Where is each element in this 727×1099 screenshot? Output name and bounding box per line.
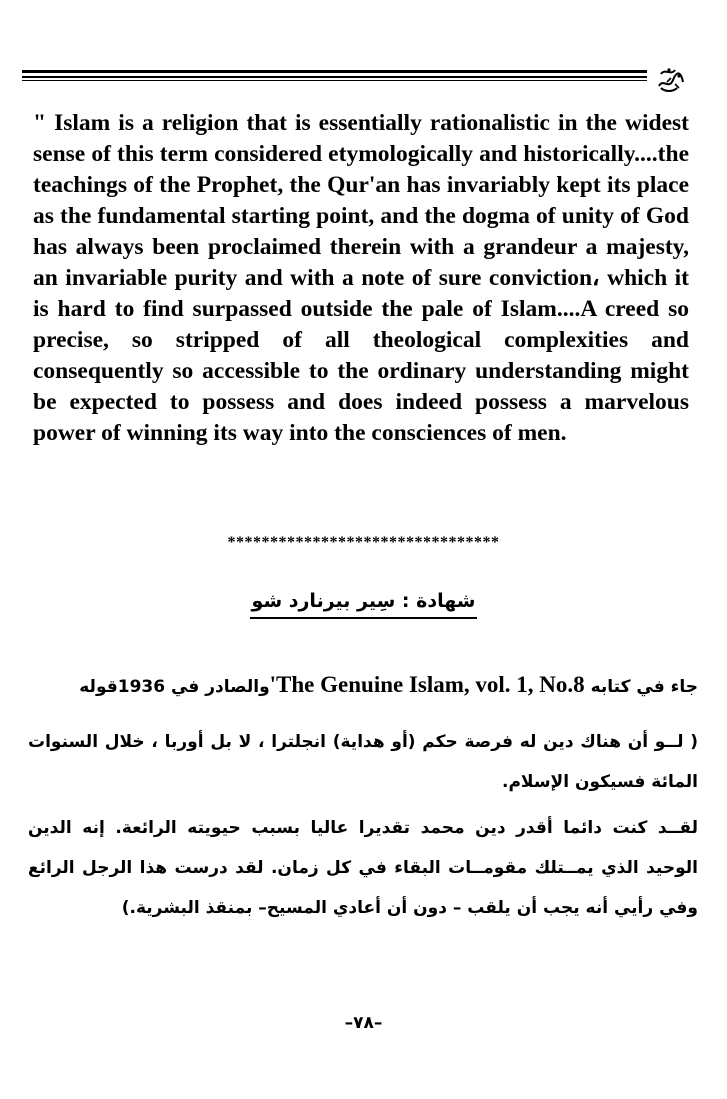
page-number: –٧٨–: [344, 1013, 383, 1033]
testimony-heading: شهادة : سِير بيرنارد شو: [250, 590, 478, 619]
source-prefix: جاء في كتابه: [584, 677, 698, 697]
arabic-paragraph-2: لقــد كنت دائما أقدر دين محمد تقديرا عاليا بسبب حيويته الرائعة. إنه الدين الوحيد الذي يمــتلك مقومــات البقاء في كل زمان. لقد درست هذا الرجل الرائع وفي رأيي أنه يجب أن يلقب – دون أن أعادي المسيح– بمنقذ البشرية.): [28, 818, 698, 918]
calligraphy-seal-icon: [655, 64, 687, 94]
book-title: 'The Genuine Islam, vol. 1, No.8: [269, 672, 585, 697]
header-rule: [22, 70, 647, 84]
arabic-paragraph-1: ( لــو أن هناك دين له فرصة حكم (أو هداية) انجلترا ، لا بل أوربا ، خلال السنوات المائة فسيكون الإسلام.: [28, 732, 698, 792]
source-suffix: والصادر في 1936قوله: [79, 677, 270, 697]
english-quote: " Islam is a religion that is essentially rationalistic in the widest sense of this term considered etymologically and historically....the teachings of the Prophet, the Qur'an has invariably kept its place as the fundamental starting point, and the dogma of unity of God has always been proclaimed therein with a grandeur a majesty, an invariable purity and with a note of sure conviction، which it is hard to find surpassed outside the pale of Islam....A creed so precise, so stripped of all theological complexities and consequently so accessible to the ordinary understanding might be expected to possess and does indeed possess a marvelous power of winning its way into the consciences of men.: [33, 110, 689, 446]
section-separator: ********************************: [227, 534, 500, 551]
source-line: [28, 668, 698, 704]
